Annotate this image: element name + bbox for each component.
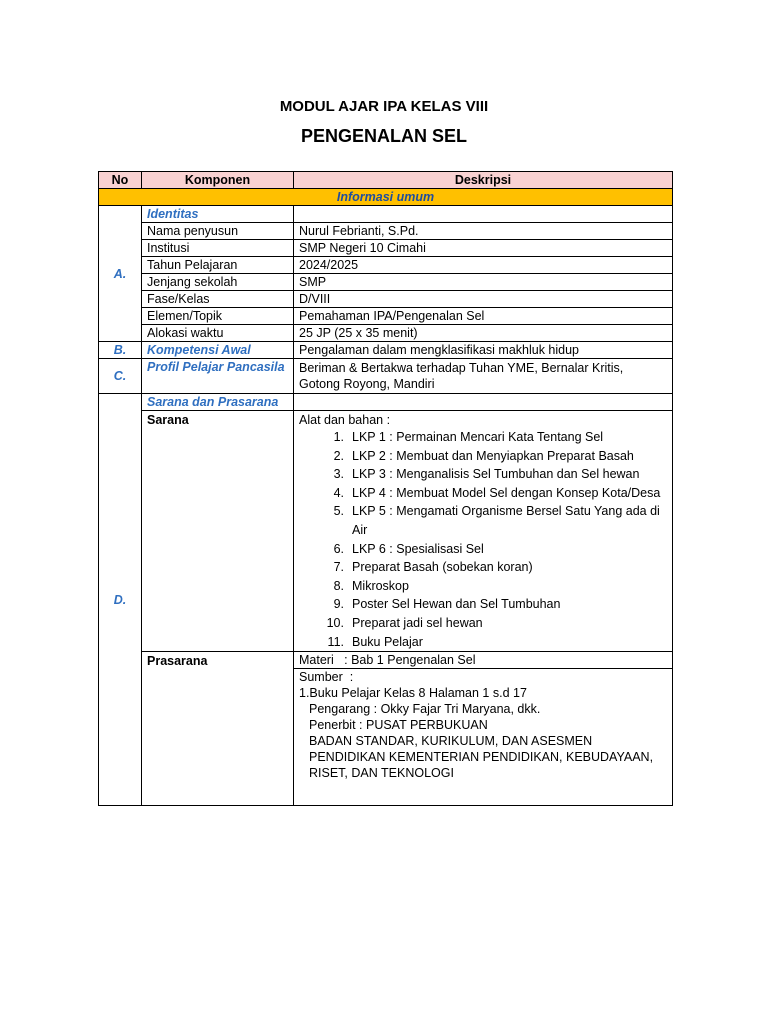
row-value: 2024/2025 (294, 257, 673, 274)
sarana-prasarana-heading: Sarana dan Prasarana (142, 394, 294, 411)
row-label: Elemen/Topik (142, 308, 294, 325)
prasarana-row (99, 652, 673, 669)
row-label: Jenjang sekolah (142, 274, 294, 291)
profil-pelajar-label: Profil Pelajar Pancasila (142, 359, 294, 394)
module-table (98, 171, 673, 806)
row-value: SMP (294, 274, 673, 291)
sumber-cell (294, 669, 673, 806)
section-b-letter: B. (99, 342, 142, 359)
alat-bahan-cell (294, 411, 673, 652)
sarana-prasarana-heading-row (99, 394, 673, 411)
table-header-row (99, 172, 673, 189)
list-item: 5. LKP 5 : Mengamati Organisme Bersel Satu Yang ada di Air (333, 504, 660, 537)
alat-bahan-intro: Alat dan bahan : (299, 413, 391, 427)
row-label: Alokasi waktu (142, 325, 294, 342)
identitas-heading-row (99, 206, 673, 223)
header-komponen: Komponen (142, 172, 294, 189)
list-item: 8. Mikroskop (333, 578, 409, 593)
sarana-prasarana-empty (294, 394, 673, 411)
sumber-label: Sumber : (299, 670, 354, 685)
sumber-penerbit-detail: BADAN STANDAR, KURIKULUM, DAN ASESMEN PENDIDIKAN KEMENTERIAN PENDIDIKAN, KEBUDAYAAN, RISET, DAN TEKNOLOGI (309, 734, 654, 781)
row-value: Nurul Febrianti, S.Pd. (294, 223, 673, 240)
sumber-item: 1.Buku Pelajar Kelas 8 Halaman 1 s.d 17 (299, 686, 527, 701)
section-a-letter: A. (99, 206, 142, 342)
table-row (99, 257, 673, 274)
row-label: Institusi (142, 240, 294, 257)
list-item: 11. Buku Pelajar (327, 634, 423, 649)
table-row (99, 325, 673, 342)
kompetensi-awal-row (99, 342, 673, 359)
row-label: Fase/Kelas (142, 291, 294, 308)
list-item: 6. LKP 6 : Spesialisasi Sel (333, 541, 484, 556)
list-item: 10. Preparat jadi sel hewan (326, 615, 483, 630)
profil-pelajar-value: Beriman & Bertakwa terhadap Tuhan YME, Bernalar Kritis, Gotong Royong, Mandiri (294, 359, 673, 394)
kompetensi-awal-label: Kompetensi Awal (142, 342, 294, 359)
informasi-umum-row (99, 189, 673, 206)
identitas-heading: Identitas (142, 206, 294, 223)
header-deskripsi: Deskripsi (294, 172, 673, 189)
table-row (99, 240, 673, 257)
row-value: SMP Negeri 10 Cimahi (294, 240, 673, 257)
sarana-row (99, 411, 673, 652)
profil-pelajar-row (99, 359, 673, 394)
list-item: 3. LKP 3 : Menganalisis Sel Tumbuhan dan Sel hewan (333, 467, 640, 482)
list-item: 9. Poster Sel Hewan dan Sel Tumbuhan (333, 597, 561, 612)
table-row (99, 291, 673, 308)
alat-bahan-list (299, 428, 667, 651)
list-item: 4. LKP 4 : Membuat Model Sel dengan Konsep Kota/Desa (333, 485, 661, 500)
row-label: Nama penyusun (142, 223, 294, 240)
sumber-penerbit: Penerbit : PUSAT PERBUKUAN (309, 718, 488, 733)
row-value: D/VIII (294, 291, 673, 308)
list-item: 7. Preparat Basah (sobekan koran) (333, 560, 533, 575)
kompetensi-awal-value: Pengalaman dalam mengklasifikasi makhluk hidup (294, 342, 673, 359)
document-subtitle: PENGENALAN SEL (300, 126, 468, 146)
document-title: MODUL AJAR IPA KELAS VIII (279, 98, 489, 115)
list-item: 2. LKP 2 : Membuat dan Menyiapkan Preparat Basah (333, 448, 634, 463)
section-c-letter: C. (99, 359, 142, 394)
prasarana-label: Prasarana (142, 652, 294, 806)
table-row (99, 223, 673, 240)
informasi-umum-label: Informasi umum (99, 189, 673, 206)
table-row (99, 274, 673, 291)
table-row (99, 308, 673, 325)
sumber-pengarang: Pengarang : Okky Fajar Tri Maryana, dkk. (309, 702, 541, 717)
sarana-label: Sarana (142, 411, 294, 652)
identitas-empty (294, 206, 673, 223)
header-no: No (99, 172, 142, 189)
section-d-letter: D. (99, 394, 142, 806)
list-item: 1. LKP 1 : Permainan Mencari Kata Tentang Sel (333, 430, 604, 444)
row-label: Tahun Pelajaran (142, 257, 294, 274)
row-value: Pemahaman IPA/Pengenalan Sel (294, 308, 673, 325)
row-value: 25 JP (25 x 35 menit) (294, 325, 673, 342)
materi-cell: Materi : Bab 1 Pengenalan Sel (294, 652, 673, 669)
